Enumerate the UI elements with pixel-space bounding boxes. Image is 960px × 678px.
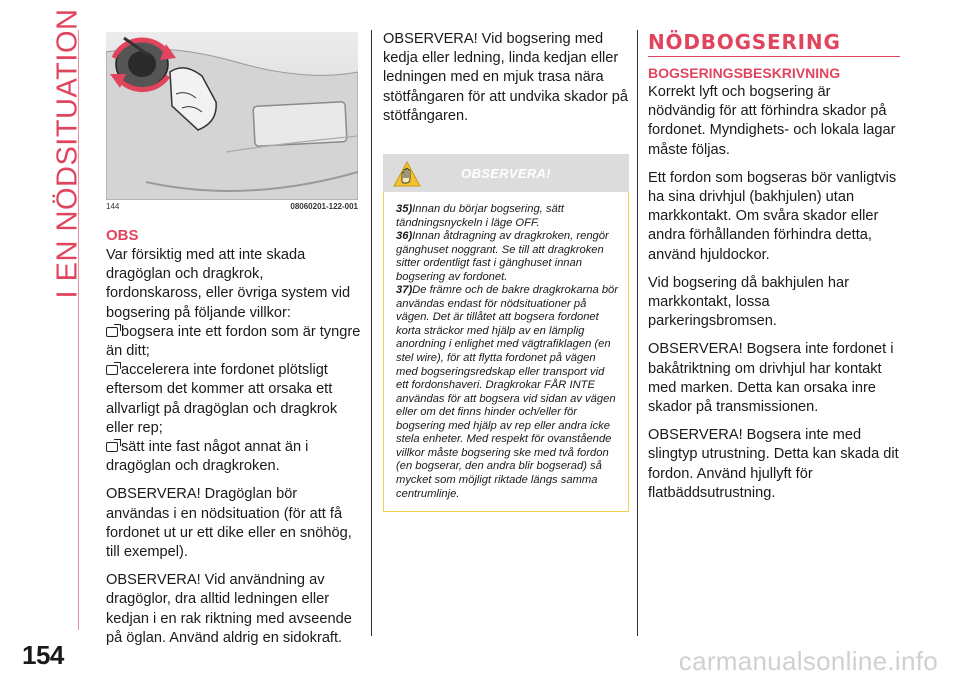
towing-paragraph: Vid bogsering då bakhjulen har markkontakt, lossa parkeringsbromsen.: [648, 274, 849, 330]
warning-ref: 37): [396, 284, 413, 297]
bullet-icon: [106, 327, 118, 337]
warning-box: [383, 192, 629, 512]
watermark: carmanualsonline.info: [678, 646, 938, 676]
column-2: [383, 30, 629, 512]
warning-hand-icon: [393, 161, 421, 192]
warning-text: De främre och de bakre dragkrokarna bör användas endast för nödsituationer på vägen. Det är tillåtet att bogsera fordonet korta sträckor med hjälp av en lämplig anordning i enlighet med vägtrafiklagen (en stel wire), för att flytta fordonet på vägen med bogseringsredskap eller transport vid ett fordonshaveri. Dragkrokar FÅR INTE användas för att bogsera vid sidan av vägen eller om det finns hinder och/eller för bogsering med hjälp av rep eller andra icke stela enheter. Med respekt för ovanstående villkor måste bogsering ske med två fordon (en bogserar, den andra blir bogserad) så mycket som möjligt riktade längs samma centrumlinje.: [396, 284, 618, 500]
towing-body: [648, 83, 900, 503]
bullet-text: sätt inte fast något annat än i dragöglan och dragkroken.: [106, 439, 309, 475]
towing-paragraph: Korrekt lyft och bogsering är nödvändig för att förhindra skador på fordonet. Myndighets- och lokala lagar måste följas.: [648, 84, 896, 158]
chain-note: OBSERVERA! Vid bogsering med kedja eller ledning, linda kedjan eller ledningen med en mjuk trasa nära stötfångaren för att undvika skador på stötfångaren.: [383, 31, 629, 124]
figure-number: 144: [106, 202, 120, 211]
warning-text: Innan du börjar bogsering, sätt tändningsnyckeln i läge OFF.: [396, 203, 564, 229]
warning-item: [396, 284, 618, 501]
towing-paragraph: OBSERVERA! Bogsera inte med slingtyp utrustning. Detta kan skada dit fordon. Använd hjullyft för flatbäddsutrustning.: [648, 427, 899, 501]
section-subtitle: BOGSERINGSBESKRIVNING: [648, 65, 841, 81]
obs-paragraph: OBSERVERA! Vid användning av dragöglor, dra alltid ledningen eller kedjan i en rak riktning med avseende på öglan. Använd aldrig en sidokraft.: [106, 572, 352, 646]
obs-bullet-item: [106, 323, 361, 361]
column-3: [648, 30, 900, 512]
obs-intro: Var försiktig med att inte skada dragöglan och dragkrok, fordonskaross, eller övriga system vid bogsering på följande villkor:: [106, 247, 351, 321]
bullet-icon: [106, 442, 118, 452]
column-divider: [637, 30, 638, 636]
obs-body: [106, 246, 361, 648]
warning-item: [396, 203, 618, 230]
bullet-icon: [106, 365, 118, 375]
obs-bullet-item: [106, 361, 361, 438]
chapter-label: [50, 8, 86, 298]
bullet-text: bogsera inte ett fordon som är tyngre än ditt;: [106, 323, 361, 360]
column-1: [106, 30, 361, 657]
warning-item: [396, 230, 618, 284]
warning-ref: 35): [396, 203, 413, 216]
towing-paragraph: Ett fordon som bogseras bör vanligtvis ha sina drivhjul (bakhjulen) utan markkontakt. Om svåra skador eller andra förhållanden förhindra detta, använd hjuldockor.: [648, 169, 897, 263]
figure-code: 08060201-122-001: [290, 202, 358, 211]
section-title: NÖDBOGSERING: [648, 30, 900, 57]
chapter-label-text: I EN NÖDSITUATION: [51, 8, 84, 298]
obs-heading: OBS: [106, 227, 139, 244]
obs-paragraph: OBSERVERA! Dragöglan bör användas i en nödsituation (för att få fordonet ut ur ett dike eller en snöhög, till exempel).: [106, 486, 352, 561]
tow-hook-figure: [106, 32, 358, 200]
page-number: 154: [22, 640, 64, 670]
bullet-text: accelerera inte fordonet plötsligt eftersom det kommer att orsaka ett allvarligt på dragöglan och dragkrok eller rep;: [106, 362, 338, 436]
tow-hook-illustration: [106, 32, 358, 200]
warning-ref: 36): [396, 230, 413, 243]
figure-caption: [106, 202, 358, 211]
warning-title: OBSERVERA!: [461, 165, 551, 181]
towing-paragraph: OBSERVERA! Bogsera inte fordonet i bakåtriktning om drivhjul har kontakt med marken. Detta kan orsaka inre skador på transmissionen.: [648, 341, 894, 416]
warning-text: Innan åtdragning av dragkroken, rengör gänghuset noggrant. Se till att dragkroken sitter ordentligt fast i gänghuset innan bogsering av fordonet.: [396, 230, 609, 283]
chapter-side-tab: [48, 8, 88, 634]
warning-header: [383, 154, 629, 192]
column-divider: [371, 30, 372, 636]
obs-bullet-item: [106, 438, 361, 476]
